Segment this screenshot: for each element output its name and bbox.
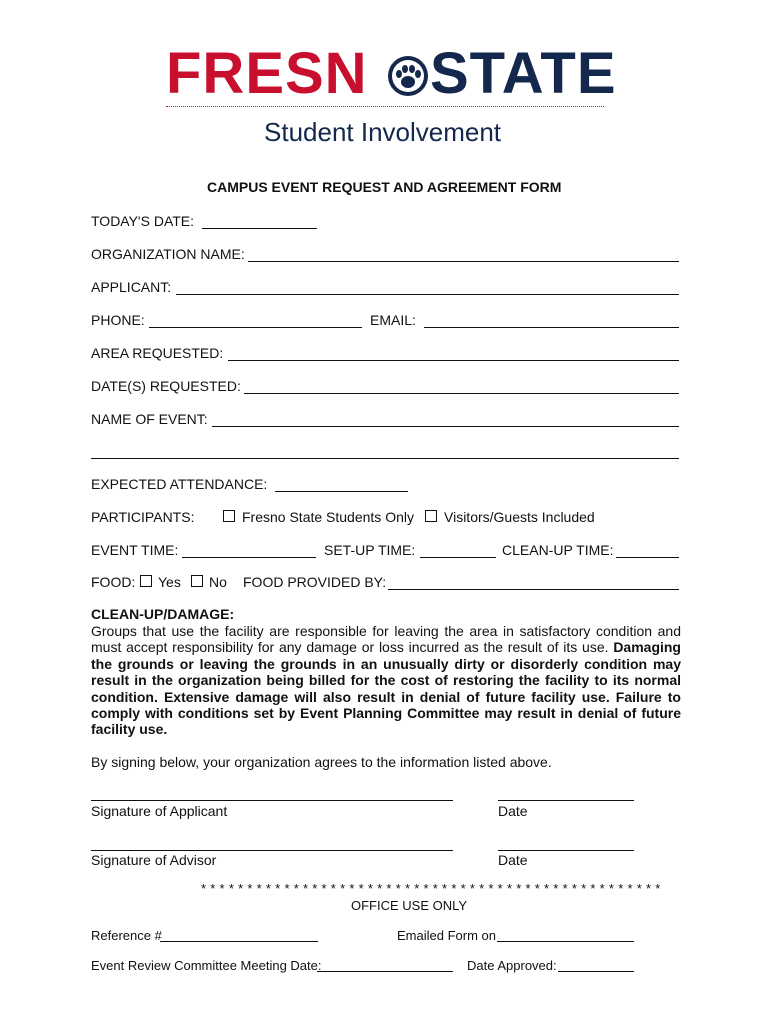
phone-field[interactable] — [149, 327, 362, 328]
logo-fresno-text: FRESN — [166, 41, 368, 106]
office-divider-stars: * * * * * * * * * * * * * * * * * * * * * * * * * * * * * * * * * * * * * * * * * * * * * * * * * * — [201, 881, 661, 896]
event-time-label: EVENT TIME: — [91, 542, 179, 558]
food-no-checkbox[interactable] — [191, 575, 203, 587]
emailed-form-field[interactable] — [497, 941, 634, 942]
todays-date-label: TODAY'S DATE: — [91, 213, 195, 229]
office-use-heading: OFFICE USE ONLY — [351, 898, 468, 913]
date-approved-label: Date Approved: — [467, 958, 557, 973]
advisor-date-field[interactable] — [498, 850, 634, 851]
emailed-form-label: Emailed Form on — [397, 928, 496, 943]
phone-label: PHONE: — [91, 312, 145, 328]
event-time-field[interactable] — [182, 557, 316, 558]
meeting-date-field[interactable] — [317, 971, 453, 972]
cleanup-paragraph — [91, 623, 681, 738]
cleanup-heading: CLEAN-UP/DAMAGE: — [91, 606, 235, 622]
applicant-label: APPLICANT: — [91, 279, 172, 295]
visitors-included-checkbox[interactable] — [425, 510, 437, 522]
date-approved-field[interactable] — [558, 971, 634, 972]
visitors-included-label: Visitors/Guests Included — [444, 509, 595, 525]
reference-label: Reference # — [91, 928, 162, 943]
food-yes-checkbox[interactable] — [140, 575, 152, 587]
logo-subtitle: Student Involvement — [264, 117, 502, 147]
cleanup-text: Groups that use the facility are responsible for leaving the area in satisfactory condition and must accept responsibility for any damage or loss incurred as the result of its use. — [91, 623, 681, 656]
setup-time-label: SET-UP TIME: — [324, 542, 416, 558]
event-name-field[interactable] — [212, 426, 679, 427]
expected-attendance-field[interactable] — [275, 491, 408, 492]
dates-requested-field[interactable] — [244, 393, 679, 394]
reference-field[interactable] — [160, 941, 318, 942]
email-field[interactable] — [424, 327, 679, 328]
event-name-label: NAME OF EVENT: — [91, 411, 208, 427]
advisor-signature-label: Signature of Advisor — [91, 852, 217, 868]
participants-label: PARTICIPANTS: — [91, 509, 195, 525]
agreement-text: By signing below, your organization agrees to the information listed above. — [91, 754, 552, 770]
advisor-date-label: Date — [498, 852, 528, 868]
applicant-signature-field[interactable] — [91, 800, 453, 801]
fresno-state-logo — [166, 41, 617, 106]
expected-attendance-label: EXPECTED ATTENDANCE: — [91, 476, 268, 492]
logo-state-text: STATE — [430, 41, 617, 106]
organization-name-label: ORGANIZATION NAME: — [91, 246, 245, 262]
paw-icon — [386, 50, 426, 98]
food-provided-by-label: FOOD PROVIDED BY: — [243, 574, 387, 590]
applicant-signature-label: Signature of Applicant — [91, 803, 228, 819]
meeting-date-label: Event Review Committee Meeting Date: — [91, 958, 322, 973]
cleanup-warning-text: Damaging the grounds or leaving the grounds in an unusually dirty or disorderly condition may result in the organization being billed for the cost of restoring the facility to its normal condition. Extensive damage will also result in denial of future facility use. Failure to comply with conditions set by Event Planning Committee may result in denial of future facility use. — [91, 639, 681, 738]
form-title: CAMPUS EVENT REQUEST AND AGREEMENT FORM — [207, 179, 562, 195]
setup-time-field[interactable] — [420, 557, 496, 558]
students-only-checkbox[interactable] — [223, 510, 235, 522]
area-requested-label: AREA REQUESTED: — [91, 345, 224, 361]
food-yes-label: Yes — [158, 574, 181, 590]
food-label: FOOD: — [91, 574, 136, 590]
area-requested-field[interactable] — [228, 360, 679, 361]
students-only-label: Fresno State Students Only — [242, 509, 414, 525]
organization-name-field[interactable] — [248, 261, 679, 262]
food-no-label: No — [209, 574, 227, 590]
cleanup-time-label: CLEAN-UP TIME: — [502, 542, 614, 558]
applicant-field[interactable] — [176, 294, 679, 295]
advisor-signature-field[interactable] — [91, 850, 453, 851]
todays-date-field[interactable] — [202, 228, 317, 229]
food-provided-by-field[interactable] — [388, 589, 679, 590]
logo-divider — [166, 106, 604, 107]
applicant-date-label: Date — [498, 803, 528, 819]
dates-requested-label: DATE(S) REQUESTED: — [91, 378, 241, 394]
email-label: EMAIL: — [370, 312, 416, 328]
cleanup-time-field[interactable] — [616, 557, 679, 558]
applicant-date-field[interactable] — [498, 800, 634, 801]
event-name-field-line2[interactable] — [91, 458, 679, 459]
